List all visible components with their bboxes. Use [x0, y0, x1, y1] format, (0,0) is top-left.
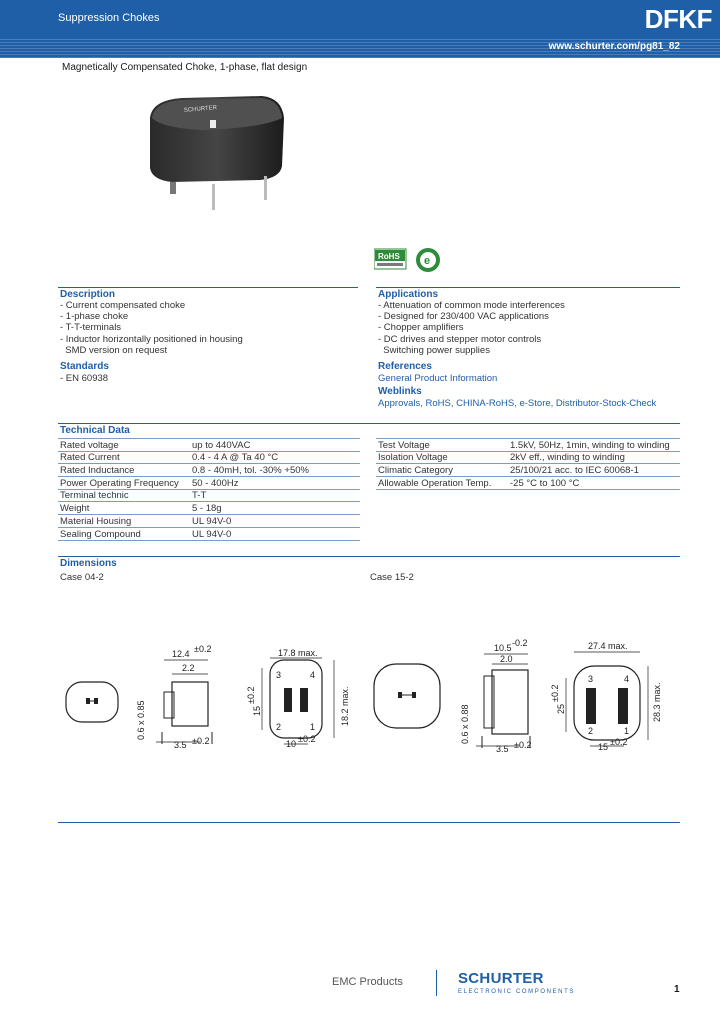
tech-param: Sealing Compound: [58, 527, 190, 540]
category-title: Suppression Chokes: [58, 12, 160, 24]
weblinks-title: Weblinks: [378, 386, 422, 397]
dim-tol: ±0.2: [550, 684, 560, 702]
pin-number: 2: [276, 722, 282, 732]
tech-value: 2kV eff., winding to winding: [508, 451, 680, 464]
applications-item: - DC drives and stepper motor controls: [378, 334, 542, 345]
pin-number: 4: [310, 670, 316, 680]
tech-row: [58, 515, 360, 528]
dim-pin-spacing: 15: [598, 742, 609, 752]
standards-item: - EN 60938: [60, 373, 109, 384]
applications-item: - Attenuation of common mode interferences: [378, 300, 565, 311]
tech-value: UL 94V-0: [190, 527, 360, 540]
pin-number: 1: [310, 722, 316, 732]
dim-pin-spacing: 10: [286, 739, 297, 749]
rohs-badge: RoHS: [378, 252, 400, 261]
dim-width-label: 10.5: [494, 643, 512, 653]
footer-products-label: EMC Products: [332, 976, 403, 988]
case-a-label: Case 04-2: [60, 572, 104, 583]
product-url-link[interactable]: www.schurter.com/pg81_82: [548, 41, 680, 52]
product-photo: [142, 88, 292, 218]
pin-number: 1: [624, 726, 630, 736]
dim-max-width: 27.4 max.: [588, 641, 628, 651]
tech-value: 5 - 18g: [190, 502, 360, 515]
references-title: References: [378, 361, 432, 372]
url-band: [0, 38, 720, 58]
tech-row: [58, 502, 360, 515]
dim-max-height: 18.2 max.: [340, 686, 350, 726]
description-item: - 1-phase choke: [60, 311, 129, 322]
applications-item: - Chopper amplifiers: [378, 322, 464, 333]
tech-param: Terminal technic: [58, 489, 190, 502]
tech-value: up to 440VAC: [190, 439, 360, 452]
description-item: SMD version on request: [60, 345, 168, 356]
tech-row: [376, 477, 680, 490]
dim-offset-label: 2.0: [500, 654, 513, 664]
tech-row: [58, 527, 360, 540]
dim-pitch-v: 25: [556, 703, 566, 714]
tech-param: Rated Current: [58, 451, 190, 464]
dim-tol: ±0.2: [610, 737, 628, 747]
applications-item: Switching power supplies: [378, 345, 490, 356]
tech-param: Isolation Voltage: [376, 451, 508, 464]
pin-number: 2: [588, 726, 594, 736]
case-b-label: Case 15-2: [370, 572, 414, 583]
dim-pitch-label: 3.5: [174, 740, 187, 750]
tech-row: [376, 451, 680, 464]
divider: [58, 423, 680, 424]
dim-pitch-label: 3.5: [496, 744, 509, 754]
pin-number: 3: [276, 670, 282, 680]
tech-row: [58, 464, 360, 477]
weblinks-link[interactable]: Approvals, RoHS, CHINA-RoHS, e-Store, Distributor-Stock-Check: [378, 398, 657, 409]
svg-text:e: e: [424, 255, 431, 267]
tech-value: 0.4 - 4 A @ Ta 40 °C: [190, 451, 360, 464]
tech-param: Test Voltage: [376, 439, 508, 452]
standards-title: Standards: [60, 361, 109, 372]
pin-number: 4: [624, 674, 630, 684]
tech-param: Weight: [58, 502, 190, 515]
dim-pitch-v: 15: [252, 705, 262, 716]
tech-param: Rated voltage: [58, 439, 190, 452]
divider: [58, 287, 358, 288]
technical-data-table-left: [58, 438, 360, 541]
dim-tol: -0.2: [512, 638, 528, 648]
tech-value: T-T: [190, 489, 360, 502]
general-product-information-link[interactable]: General Product Information: [378, 373, 498, 384]
description-item: - Current compensated choke: [60, 300, 186, 311]
dim-offset-label: 2.2: [182, 663, 195, 673]
dim-tol: ±0.2: [246, 686, 256, 704]
tech-value: 50 - 400Hz: [190, 477, 360, 490]
schurter-logo: SCHURTER: [458, 970, 544, 987]
dim-pin-label: 0.6 x 0.85: [136, 700, 146, 740]
dim-max-height: 28.3 max.: [652, 682, 662, 722]
footer-separator: [436, 970, 437, 996]
product-subtitle: Magnetically Compensated Choke, 1-phase, flat design: [62, 62, 308, 73]
tech-row: [58, 439, 360, 452]
svg-text:SCHURTER: SCHURTER: [183, 105, 218, 114]
divider: [376, 287, 680, 288]
description-title: Description: [60, 289, 116, 300]
tech-param: Climatic Category: [376, 464, 508, 477]
schurter-tagline: ELECTRONIC COMPONENTS: [458, 989, 575, 995]
technical-data-table-right: [376, 438, 680, 490]
tech-row: [376, 439, 680, 452]
tech-row: [376, 464, 680, 477]
certification-badges: [374, 246, 464, 276]
tech-row: [58, 489, 360, 502]
dim-tol: ±0.2: [192, 736, 210, 746]
tech-value: UL 94V-0: [190, 515, 360, 528]
dim-tol: ±0.2: [194, 644, 212, 654]
tech-value: 1.5kV, 50Hz, 1min, winding to winding: [508, 439, 680, 452]
dim-width-label: 12.4: [172, 649, 190, 659]
technical-data-title: Technical Data: [60, 425, 130, 436]
case-b-drawing: [368, 636, 680, 760]
pin-number: 3: [588, 674, 594, 684]
dim-tol: ±0.2: [298, 734, 316, 744]
applications-title: Applications: [378, 289, 439, 300]
product-code: DFKF: [644, 4, 712, 34]
applications-item: - Designed for 230/400 VAC applications: [378, 311, 549, 322]
tech-row: [58, 451, 360, 464]
dim-max-width: 17.8 max.: [278, 648, 318, 658]
tech-value: -25 °C to 100 °C: [508, 477, 680, 490]
tech-row: [58, 477, 360, 490]
page-number: 1: [674, 984, 680, 995]
dim-pin-label: 0.6 x 0.88: [460, 704, 470, 744]
case-a-drawing: [58, 640, 368, 760]
description-item: - T-T-terminals: [60, 322, 122, 333]
tech-param: Allowable Operation Temp.: [376, 477, 508, 490]
tech-param: Rated Inductance: [58, 464, 190, 477]
description-item: - Inductor horizontally positioned in housing: [60, 334, 243, 345]
tech-param: Material Housing: [58, 515, 190, 528]
tech-value: 25/100/21 acc. to IEC 60068-1: [508, 464, 680, 477]
divider: [58, 556, 680, 557]
divider: [58, 822, 680, 823]
header-bar: [0, 0, 720, 38]
dimensions-title: Dimensions: [60, 558, 117, 569]
dim-tol: ±0.2: [514, 740, 532, 750]
tech-param: Power Operating Frequency: [58, 477, 190, 490]
tech-value: 0.8 - 40mH, tol. -30% +50%: [190, 464, 360, 477]
